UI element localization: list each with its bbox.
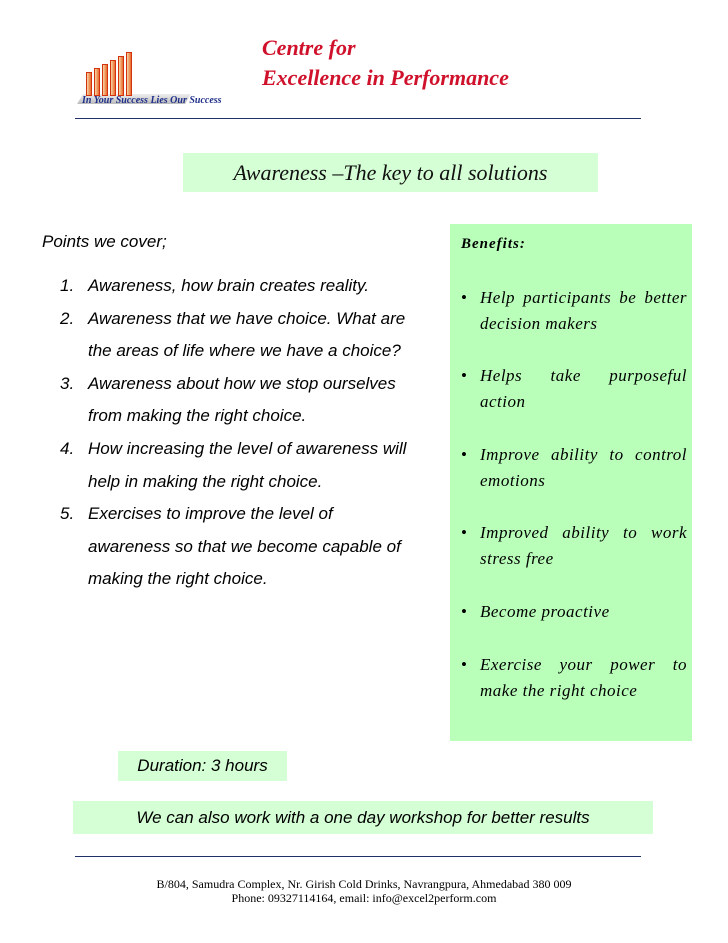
footer-contact xyxy=(0,877,728,905)
benefit-item xyxy=(461,285,687,337)
benefit-text: Help participants be better decision makers xyxy=(480,288,687,333)
benefit-item xyxy=(461,599,687,625)
item-number: 2. xyxy=(60,308,75,328)
logo-bar xyxy=(94,68,100,96)
list-item xyxy=(60,498,410,596)
footer-phone-email: Phone: 09327114164, email: info@excel2perform.com xyxy=(231,891,497,905)
benefit-item xyxy=(461,442,687,494)
logo-bar xyxy=(102,64,108,96)
benefit-item xyxy=(461,652,687,704)
bullet-icon: • xyxy=(461,445,468,464)
benefits-title: Benefits: xyxy=(461,236,526,252)
org-name-line1: Centre for xyxy=(262,35,356,60)
list-item xyxy=(60,433,410,498)
item-number: 1. xyxy=(60,276,75,295)
item-number: 5. xyxy=(60,504,75,524)
logo-tagline: In Your Success Lies Our Success xyxy=(82,95,222,106)
list-item xyxy=(60,368,410,433)
bullet-icon: • xyxy=(461,523,468,542)
org-name-line2: Excellence in Performance xyxy=(262,65,509,90)
benefit-text: Helps take purposeful action xyxy=(480,366,687,411)
benefit-text: Improve ability to control emotions xyxy=(480,445,687,490)
item-text: How increasing the level of awareness will help in making the right choice. xyxy=(88,438,407,491)
logo-bar xyxy=(126,52,132,96)
header-rule xyxy=(75,118,641,119)
benefit-text: Become proactive xyxy=(480,602,610,621)
points-heading: Points we cover; xyxy=(42,232,167,251)
footer-address: B/804, Samudra Complex, Nr. Girish Cold Drinks, Navrangpura, Ahmedabad 380 009 xyxy=(156,877,572,891)
duration-badge: Duration: 3 hours xyxy=(118,751,287,781)
logo-bar xyxy=(110,60,116,96)
item-text: Exercises to improve the level of awareness so that we become capable of making the right choice. xyxy=(88,504,401,589)
logo-bar xyxy=(118,56,124,96)
benefit-item xyxy=(461,363,687,415)
benefit-item xyxy=(461,520,687,572)
workshop-note: We can also work with a one day workshop for better results xyxy=(73,801,653,834)
item-number: 4. xyxy=(60,438,75,458)
benefit-text: Improved ability to work stress free xyxy=(480,523,687,568)
item-text: Awareness, how brain creates reality. xyxy=(88,276,369,295)
bullet-icon: • xyxy=(461,366,468,385)
bullet-icon: • xyxy=(461,655,468,674)
headline-banner: Awareness –The key to all solutions xyxy=(183,153,598,192)
logo-bar xyxy=(86,72,92,96)
bullet-icon: • xyxy=(461,602,468,621)
item-text: Awareness that we have choice. What are the areas of life where we have a choice? xyxy=(88,308,406,361)
footer-rule xyxy=(75,856,641,857)
benefit-text: Exercise your power to make the right choice xyxy=(480,655,687,700)
list-item xyxy=(60,270,410,303)
points-list xyxy=(60,270,410,596)
organization-title xyxy=(262,33,509,93)
list-item xyxy=(60,303,410,368)
item-text: Awareness about how we stop ourselves from making the right choice. xyxy=(88,373,396,426)
bullet-icon: • xyxy=(461,288,468,307)
item-number: 3. xyxy=(60,373,75,393)
